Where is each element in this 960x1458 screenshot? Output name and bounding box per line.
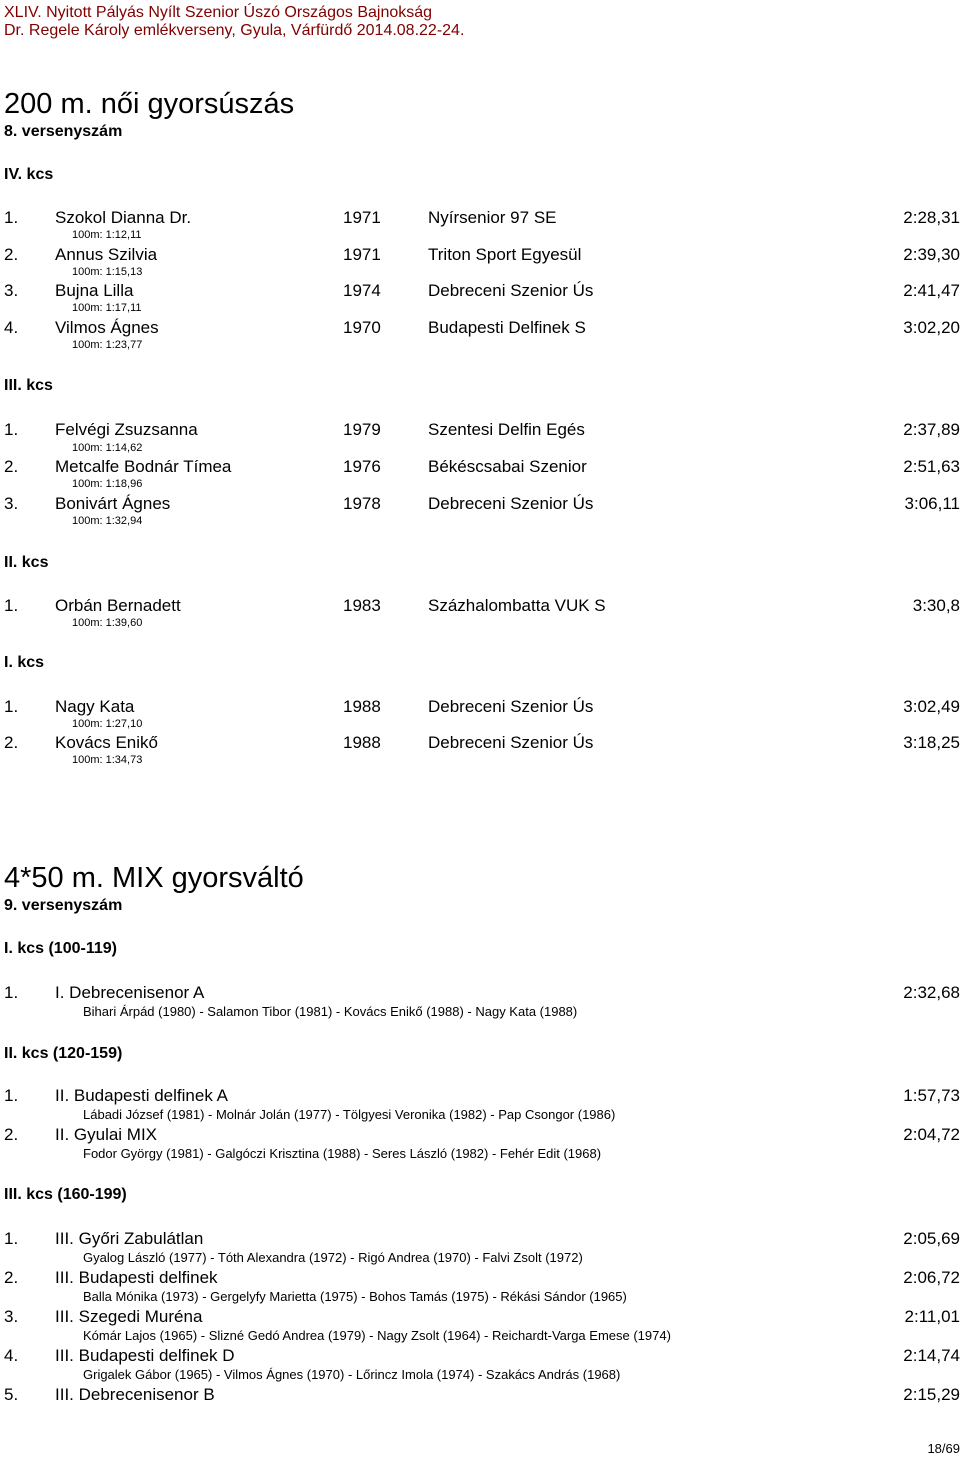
club-name: Debreceni Szenior Ús <box>428 733 594 752</box>
header-title: XLIV. Nyitott Pályás Nyílt Szenior Úszó Országos Bajnokság <box>4 4 433 21</box>
relay-row <box>0 1307 960 1327</box>
result-row <box>0 281 960 301</box>
event1-number: 8. versenyszám <box>4 123 123 140</box>
group-label: I. kcs (100-119) <box>4 940 117 957</box>
team-name: II. Budapesti delfinek A <box>55 1086 228 1105</box>
split-time: 100m: 1:27,10 <box>72 718 143 730</box>
relay-members: Grigalek Gábor (1965) - Vilmos Ágnes (1970) - Lőrincz Imola (1974) - Szakács András (1968) <box>83 1367 621 1382</box>
swimmer-name: Felvégi Zsuzsanna <box>55 420 198 439</box>
relay-row <box>0 1346 960 1366</box>
rank: 4. <box>4 318 19 337</box>
result-time: 3:18,25 <box>903 733 960 752</box>
result-time: 2:37,89 <box>903 420 960 439</box>
result-time: 3:02,49 <box>903 697 960 716</box>
split-time: 100m: 1:17,11 <box>72 302 142 314</box>
club-name: Triton Sport Egyesül <box>428 245 582 264</box>
result-time: 2:51,63 <box>903 457 960 476</box>
rank: 1. <box>4 1086 19 1105</box>
relay-row <box>0 1125 960 1145</box>
result-time: 3:02,20 <box>903 318 960 337</box>
result-time: 3:06,11 <box>904 494 960 513</box>
club-name: Békéscsabai Szenior <box>428 457 587 476</box>
rank: 1. <box>4 208 19 227</box>
rank: 1. <box>4 697 19 716</box>
club-name: Debreceni Szenior Ús <box>428 281 594 300</box>
relay-row <box>0 983 960 1003</box>
result-time: 2:05,69 <box>903 1229 960 1248</box>
group-label: II. kcs (120-159) <box>4 1045 123 1062</box>
relay-members: Gyalog László (1977) - Tóth Alexandra (1972) - Rigó Andrea (1970) - Falvi Zsolt (1972) <box>83 1250 583 1265</box>
result-time: 2:06,72 <box>903 1268 960 1287</box>
club-name: Nyírsenior 97 SE <box>428 208 557 227</box>
birth-year: 1970 <box>343 318 381 337</box>
page-number: 18/69 <box>927 1441 960 1456</box>
swimmer-name: Bujna Lilla <box>55 281 134 300</box>
rank: 4. <box>4 1346 19 1365</box>
split-time: 100m: 1:12,11 <box>72 229 142 241</box>
relay-row <box>0 1268 960 1288</box>
birth-year: 1971 <box>343 245 381 264</box>
result-time: 2:11,01 <box>904 1307 960 1326</box>
relay-row <box>0 1385 960 1405</box>
result-time: 2:04,72 <box>903 1125 960 1144</box>
rank: 5. <box>4 1385 19 1404</box>
group-label: I. kcs <box>4 654 45 671</box>
split-time: 100m: 1:15,13 <box>72 266 143 278</box>
team-name: III. Győri Zabulátlan <box>55 1229 204 1248</box>
rank: 3. <box>4 1307 19 1326</box>
group-label: IV. kcs <box>4 166 54 183</box>
club-name: Szentesi Delfin Egés <box>428 420 585 439</box>
swimmer-name: Annus Szilvia <box>55 245 158 264</box>
rank: 2. <box>4 457 19 476</box>
relay-members: Kómár Lajos (1965) - Slizné Gedó Andrea (1979) - Nagy Zsolt (1964) - Reichardt-Varga Emese (1974) <box>83 1328 671 1343</box>
rank: 3. <box>4 281 19 300</box>
result-row <box>0 208 960 228</box>
team-name: III. Szegedi Muréna <box>55 1307 203 1326</box>
relay-row <box>0 1086 960 1106</box>
birth-year: 1988 <box>343 697 381 716</box>
result-time: 2:15,29 <box>903 1385 960 1404</box>
result-time: 2:14,74 <box>903 1346 960 1365</box>
group-label: III. kcs <box>4 377 53 394</box>
group-label: II. kcs <box>4 554 49 571</box>
header-subtitle: Dr. Regele Károly emlékverseny, Gyula, Várfürdő 2014.08.22-24. <box>4 22 465 39</box>
split-time: 100m: 1:32,94 <box>72 515 143 527</box>
rank: 2. <box>4 245 19 264</box>
result-row <box>0 457 960 477</box>
rank: 2. <box>4 733 19 752</box>
result-time: 1:57,73 <box>903 1086 960 1105</box>
rank: 3. <box>4 494 19 513</box>
club-name: Debreceni Szenior Ús <box>428 494 594 513</box>
split-time: 100m: 1:18,96 <box>72 478 143 490</box>
team-name: I. Debrecenisenor A <box>55 983 205 1002</box>
birth-year: 1988 <box>343 733 381 752</box>
event1-title: 200 m. női gyorsúszás <box>4 88 295 120</box>
rank: 1. <box>4 420 19 439</box>
club-name: Százhalombatta VUK S <box>428 596 606 615</box>
birth-year: 1978 <box>343 494 381 513</box>
swimmer-name: Nagy Kata <box>55 697 135 716</box>
rank: 1. <box>4 1229 19 1248</box>
club-name: Budapesti Delfinek S <box>428 318 586 337</box>
event2-title: 4*50 m. MIX gyorsváltó <box>4 862 304 894</box>
group-label: III. kcs (160-199) <box>4 1186 127 1203</box>
swimmer-name: Vilmos Ágnes <box>55 318 159 337</box>
relay-members: Bihari Árpád (1980) - Salamon Tibor (1981) - Kovács Enikő (1988) - Nagy Kata (1988) <box>83 1004 578 1019</box>
swimmer-name: Bonivárt Ágnes <box>55 494 171 513</box>
result-row <box>0 245 960 265</box>
birth-year: 1983 <box>343 596 381 615</box>
relay-row <box>0 1229 960 1249</box>
result-row <box>0 318 960 338</box>
relay-members: Lábadi József (1981) - Molnár Jolán (1977) - Tölgyesi Veronika (1982) - Pap Csongor (1986) <box>83 1107 616 1122</box>
result-row <box>0 697 960 717</box>
team-name: III. Debrecenisenor B <box>55 1385 215 1404</box>
rank: 2. <box>4 1125 19 1144</box>
rank: 1. <box>4 983 19 1002</box>
result-time: 3:30,8 <box>912 596 960 615</box>
result-row <box>0 420 960 440</box>
birth-year: 1979 <box>343 420 381 439</box>
club-name: Debreceni Szenior Ús <box>428 697 594 716</box>
relay-members: Balla Mónika (1973) - Gergelyfy Marietta (1975) - Bohos Tamás (1975) - Rékási Sándor (1965) <box>83 1289 627 1304</box>
split-time: 100m: 1:34,73 <box>72 754 143 766</box>
result-time: 2:39,30 <box>903 245 960 264</box>
team-name: III. Budapesti delfinek D <box>55 1346 235 1365</box>
split-time: 100m: 1:23,77 <box>72 339 143 351</box>
team-name: III. Budapesti delfinek <box>55 1268 218 1287</box>
event2-number: 9. versenyszám <box>4 897 123 914</box>
team-name: II. Gyulai MIX <box>55 1125 158 1144</box>
result-time: 2:32,68 <box>903 983 960 1002</box>
result-row <box>0 733 960 753</box>
birth-year: 1976 <box>343 457 381 476</box>
swimmer-name: Metcalfe Bodnár Tímea <box>55 457 232 476</box>
split-time: 100m: 1:39,60 <box>72 617 143 629</box>
result-row <box>0 494 960 514</box>
rank: 1. <box>4 596 19 615</box>
relay-members: Fodor György (1981) - Galgóczi Krisztina (1988) - Seres László (1982) - Fehér Edit (1968) <box>83 1146 602 1161</box>
birth-year: 1971 <box>343 208 381 227</box>
swimmer-name: Orbán Bernadett <box>55 596 181 615</box>
rank: 2. <box>4 1268 19 1287</box>
swimmer-name: Kovács Enikő <box>55 733 158 752</box>
birth-year: 1974 <box>343 281 381 300</box>
split-time: 100m: 1:14,62 <box>72 442 143 454</box>
result-time: 2:28,31 <box>903 208 960 227</box>
result-row <box>0 596 960 616</box>
swimmer-name: Szokol Dianna Dr. <box>55 208 192 227</box>
result-time: 2:41,47 <box>903 281 960 300</box>
